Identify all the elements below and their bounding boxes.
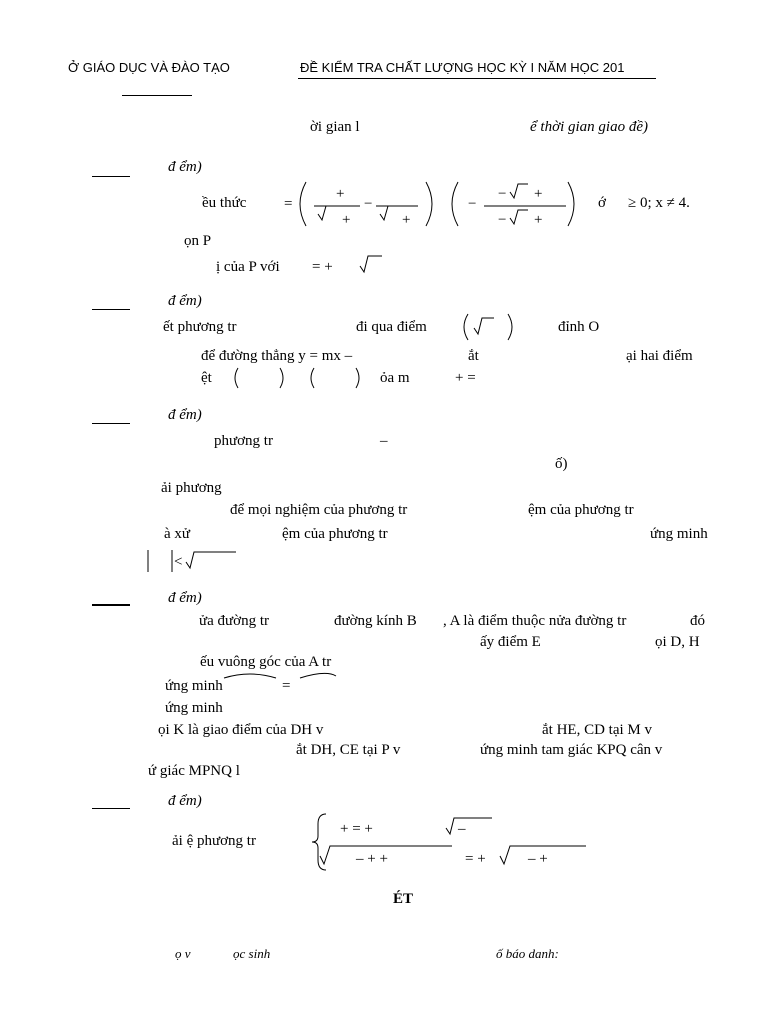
q4-line6-b: ắt HE, CD tại M v xyxy=(542,722,652,738)
time-label: ời gian l xyxy=(310,119,360,135)
q4-line1-d: đó xyxy=(690,613,705,629)
header-underline xyxy=(298,78,656,79)
q3-points: đ ểm) xyxy=(168,407,202,423)
footer-name-b: ọc sinh xyxy=(233,946,271,961)
q2-point-expr xyxy=(462,312,518,342)
footer-name-a: ọ v xyxy=(175,946,191,961)
q2-line3-b: ỏa m xyxy=(380,370,410,386)
svg-text:=: = xyxy=(284,196,293,212)
q4-line6-a: ọi K là giao điểm của DH v xyxy=(158,722,324,738)
footer-id: ố báo danh: xyxy=(496,946,559,961)
q4-line3: ếu vuông góc của A tr xyxy=(200,654,332,670)
q5-eq1-b: – xyxy=(458,821,466,837)
svg-text:−: − xyxy=(498,186,507,202)
q2-line3-a: ệt xyxy=(201,370,212,386)
q3-line1-a: phương tr xyxy=(214,433,273,449)
q5-eq2-c: – + xyxy=(528,851,548,867)
svg-text:+: + xyxy=(534,212,543,228)
q4-line8: ứ giác MPNQ l xyxy=(148,763,240,779)
q1-sqrt-symbol xyxy=(358,252,388,276)
q4-line7-b: ứng minh tam giác KPQ cân v xyxy=(480,742,663,758)
q4-line1-b: đường kính B xyxy=(334,613,417,629)
q5-eq2-b: = + xyxy=(465,851,486,867)
q5-eq2-a: – + + xyxy=(356,851,388,867)
q4-line2-b: ọi D, H xyxy=(655,634,700,650)
svg-text:+: + xyxy=(534,186,543,202)
q3-line5-c: ứng minh xyxy=(650,526,708,542)
svg-text:+: + xyxy=(342,212,351,228)
q2-line1-c: đỉnh O xyxy=(558,319,600,335)
end-mark: ÉT xyxy=(393,891,414,907)
q4-label-line xyxy=(92,604,130,606)
header-right-title: ĐỀ KIỂM TRA CHẤT LƯỢNG HỌC KỲ I NĂM HỌC 201 xyxy=(300,60,625,75)
svg-text:<: < xyxy=(174,554,183,570)
q2-line1-b: đi qua điểm xyxy=(356,319,427,335)
q4-line1-c: , A là điểm thuộc nửa đường tr xyxy=(443,613,627,629)
time-note: ể thời gian giao đề) xyxy=(530,119,648,135)
q1-expression xyxy=(284,176,594,232)
q2-points: đ ểm) xyxy=(168,293,202,309)
q2-line1-a: ết phương tr xyxy=(163,319,237,335)
q3-inequality xyxy=(146,548,242,576)
q1-part-a: ọn P xyxy=(184,233,212,249)
q5-eq1-a: + = + xyxy=(340,821,373,837)
q5-intro: ải ệ phương tr xyxy=(172,833,256,849)
q3-label-line xyxy=(92,423,130,424)
q4-line5: ứng minh xyxy=(165,700,223,716)
svg-text:−: − xyxy=(498,212,507,228)
q1-part-b: ị của P với xyxy=(216,259,280,275)
q2-line2-b: ắt xyxy=(468,348,479,364)
svg-text:+: + xyxy=(336,186,345,202)
q4-line1-a: ửa đường tr xyxy=(199,613,270,629)
q1-intro: ều thức xyxy=(202,195,247,211)
q1-condition: ≥ 0; x ≠ 4. xyxy=(628,195,690,211)
q3-line4-b: ệm của phương tr xyxy=(528,502,634,518)
q3-line5-a: à xử xyxy=(164,526,191,542)
q4-line2-a: ấy điểm E xyxy=(480,634,541,650)
q3-line2: ố) xyxy=(555,456,568,472)
q1-condition-prefix: ớ xyxy=(598,195,606,211)
q1-points: đ ểm) xyxy=(168,159,202,175)
q1-part-b-expr: = + xyxy=(312,259,333,275)
q2-line3-c: + = xyxy=(455,370,476,386)
q4-line4-a: ứng minh xyxy=(165,678,223,694)
q3-line5-b: ệm của phương tr xyxy=(282,526,388,542)
q2-line2-a: để đường thẳng y = mx – xyxy=(201,348,353,364)
q2-line2-c: ại hai điểm xyxy=(626,348,693,364)
svg-text:−: − xyxy=(468,196,477,212)
q3-line4-a: để mọi nghiệm của phương tr xyxy=(230,502,408,518)
q3-line3: ải phương xyxy=(161,480,222,496)
q4-line4-b: = xyxy=(282,678,291,694)
q4-line7-a: ắt DH, CE tại P v xyxy=(296,742,401,758)
svg-text:+: + xyxy=(402,212,411,228)
q5-points: đ ểm) xyxy=(168,793,202,809)
q4-arc-marks xyxy=(220,670,340,688)
header-left-underline xyxy=(122,95,192,96)
q3-line1-b: – xyxy=(380,433,388,449)
q2-points-expr xyxy=(232,366,364,390)
q1-label-line xyxy=(92,176,130,177)
svg-text:−: − xyxy=(364,196,373,212)
header-left-title: Ở GIÁO DỤC VÀ ĐÀO TẠO xyxy=(68,60,230,75)
q5-label-line xyxy=(92,808,130,809)
q4-points: đ ểm) xyxy=(168,590,202,606)
q2-label-line xyxy=(92,309,130,310)
